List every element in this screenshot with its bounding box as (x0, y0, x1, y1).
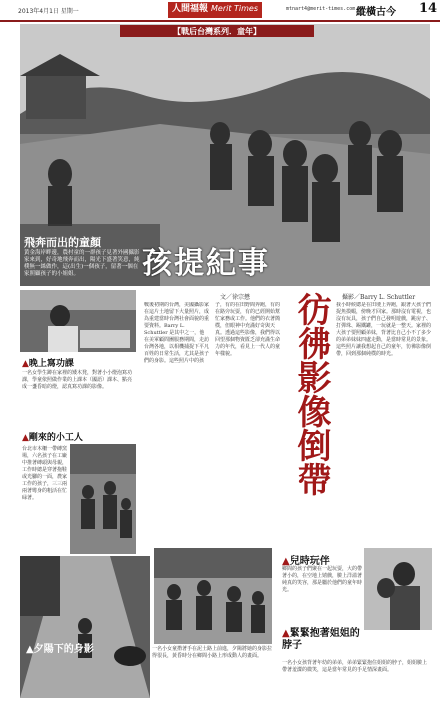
photo-credit: 攝影／Barry L. Schuttler (342, 294, 416, 301)
photo-boy-studying (20, 290, 136, 352)
logo-en: Merit Times (211, 4, 259, 13)
photo-child-workers (70, 444, 136, 554)
sister-heading-text: 緊緊抱著姐姐的脖子 (282, 628, 360, 651)
fun-heading-text: 兒時玩伴 (289, 556, 330, 567)
top-caption-title: 飛奔而出的童顏 (24, 236, 101, 249)
triangle-icon: ▲ (282, 556, 290, 567)
worker-heading-text: 剛來的小工人 (28, 433, 83, 443)
logo-cn: 人間福報 (172, 4, 209, 14)
right-article-body: 我小時候總是在田埂上奔跑，跟著大孩子們捉魚摸蝦，傍晚才回家。那時沒有電視，也沒有玩具，孩子們自己發明遊戲，跳房子、打彈珠、踢鐵罐，一玩就是一整天。家裡的大孩子要照顧弟妹，背著比自己小不了多少的弟弟妹妹四處走動，是當時常見的景象。這些照片讓我想起自己的童年，彷彿影像倒帶，回到那個純樸的時光。 (336, 302, 432, 357)
header-date: 2013年4月1日 星期一 (18, 8, 79, 15)
study-heading (22, 356, 74, 369)
photo-kids-playing (154, 548, 272, 644)
main-title: 孩提紀事 (142, 246, 270, 281)
study-body: 一名女學生蹲在家裡的矮木凳，對著小小燈泡寫功課，學童依照做作業的上課本（國語）課本、點亮成一盞昏暗的燈，認真寫功課的影像。 (22, 370, 133, 390)
dusk-heading-text: 夕陽下的身影 (33, 644, 94, 655)
vertical-title: 彷彿影像倒帶 (291, 292, 331, 496)
series-tag: 【戰后台灣系列．童年】 (120, 25, 314, 37)
article-byline: 文／徐宗懋 (220, 294, 251, 301)
sister-heading (282, 628, 362, 652)
sister-body: 一名小女孩背著年幼的弟弟，弟弟緊緊抱住姐姐的脖子，姐姐臉上帶著羞澀的微笑，這是當年常見的手足情深畫面。 (282, 660, 428, 673)
header-email: mtnart4@merit-times.com.tw (286, 6, 365, 12)
triangle-icon: ▲ (26, 644, 34, 655)
fun-body: 鄉間的孩子們聚在一起玩耍，大的帶著小的，在空地上嬉戲，臉上洋溢著純真的笑容，那是屬於他們的童年時光。 (282, 566, 363, 593)
section-name: 縱橫古今 (356, 7, 396, 18)
worker-body: 台北市木柵一帶磚窯場，六名孩子在工廠中推著磚頭與母親，工作時總是穿著拖鞋或光腳的一面，農家工作的孩子，三三兩兩著彎身的粗活在忙碌著。 (22, 446, 68, 501)
photo-sister-carrying-child (364, 548, 432, 630)
dusk-body: 一名小女童揹著手在泥土路上前進，夕陽將她的身影拉得很長，黃昏時分在鄉間小路上形成動人的畫面。 (152, 646, 273, 659)
top-caption-body: 黃金海岸畔邊，農村童的一群孩子見著外國攝影家來到，好奇地飛奔而出，陽光下盛著笑意，純樸無一絲做作，這(出生)一個孩子，留著一個在家照顧孩子的小姐姐。 (24, 250, 140, 277)
study-heading-text: 晚上寫功課 (28, 359, 74, 369)
photo-girl-on-path (20, 556, 150, 698)
fun-heading (282, 552, 330, 567)
triangle-icon: ▲ (22, 359, 29, 369)
triangle-icon: ▲ (22, 433, 29, 443)
newspaper-logo (168, 2, 262, 18)
dusk-heading (26, 640, 94, 655)
article-body: 戰後初期的台灣，美國攝影家在這片土地留下大量照片，成為重建當時台灣社會面貌的重要資料。Barry L. Schuttler 是其中之一，他在美軍顧問團服務期間，走訪台灣各地，以相機捕捉下平凡百姓的日常生活，尤其是孩子們的身影。這些照片中的孩子，有的在田野間奔跑，有的在路旁玩耍，有的已經開始幫忙家務或工作。他們的衣著簡樸，但眼神中充滿好奇與天真。透過這些影像，我們得以回望那個物資匱乏卻充滿生命力的年代，看見上一代人的童年樣貌。 (144, 302, 280, 364)
triangle-icon: ▲ (282, 628, 290, 639)
worker-heading (22, 430, 83, 443)
page-number: 14 (419, 1, 438, 16)
